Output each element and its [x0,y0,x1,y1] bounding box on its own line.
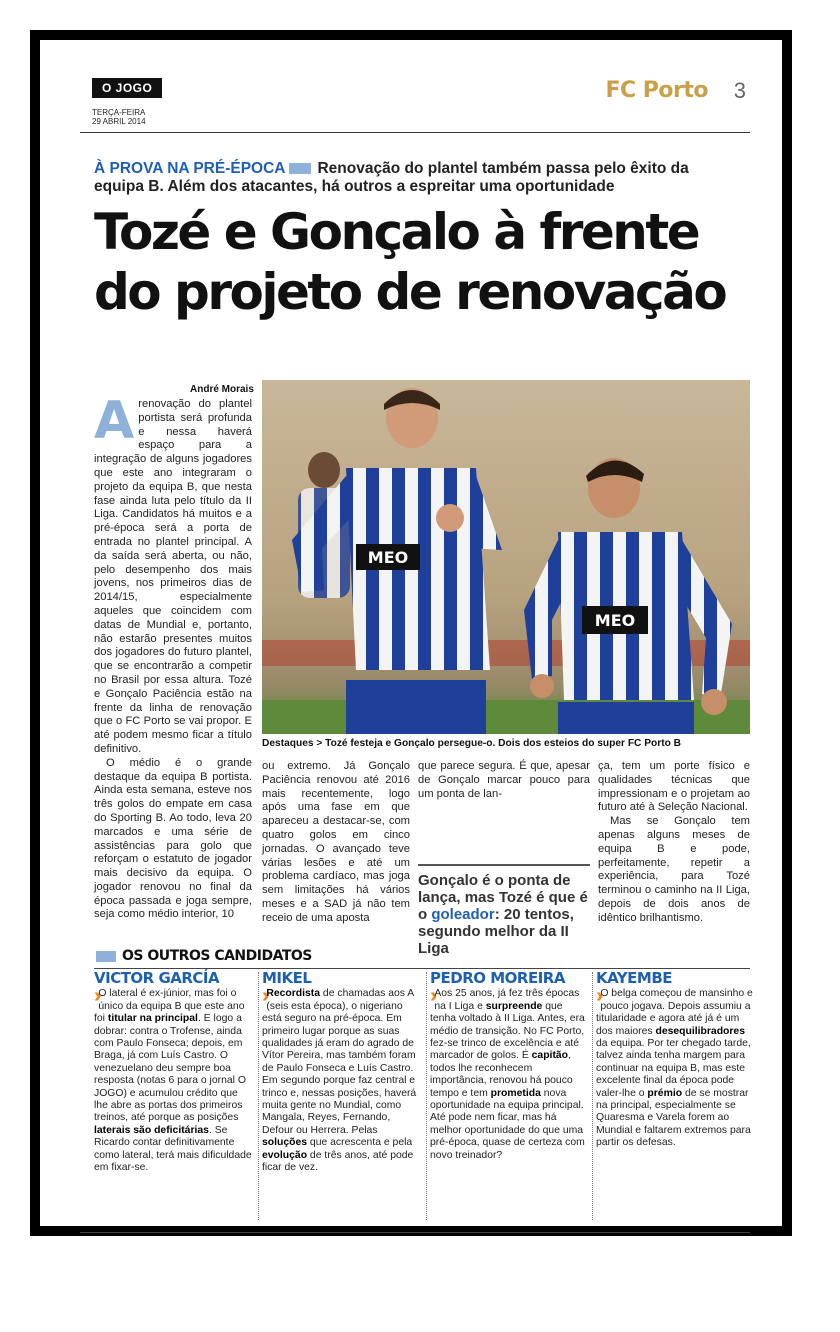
lead-kicker: À PROVA NA PRÉ-ÉPOCA [94,160,286,177]
bottom-rule [80,1232,750,1233]
candidate-text: de se mostrar na principal, especialmente se Quaresma e Varela forem ao Mundial e faltarem extremos para partir os defesas. [596,1087,751,1149]
candidate-highlight: prometida [490,1087,541,1099]
candidate-highlight: desequilibradores [655,1025,745,1037]
newspaper-logo: O JOGO [92,78,162,98]
page-number: 3 [733,78,746,103]
candidate-highlight: titular na principal [107,1013,198,1025]
candidate-highlight: Recordista [266,988,321,1000]
issue-date [92,108,146,126]
double-chevron-icon: ›› [262,985,264,1008]
lead-text [94,160,734,196]
candidate-text: , todos lhe reconhecem importância, renovou há pouco tempo e tem [430,1050,573,1099]
article-paragraph: O médio é o grande destaque da equipa B portista. Ainda esta semana, esteve nos três golos do empate em casa do Sporting B. Ao todo, leva 20 marcados e uma série de assistências para golo que reforçam o estatuto de jogador mais decisivo da equipa. O jogador renovou no final da época passada e joga sempre, seja como médio interior, 10 [94,756,252,921]
candidate-name: VICTOR GARCÍA [94,969,220,987]
column-divider [258,972,259,1220]
candidate-text: de três anos, até pode ficar de vez. [262,1149,414,1174]
candidates-header [94,946,750,969]
article-paragraph: renovação do plantel portista será profunda e nessa haverá espaço para a integração de alguns jogadores que este ano integraram o projeto da equipa B, que nesta fase ainda luta pelo título da II Liga. Candidatos há muitos e a pré-época será a porta de entrada no plantel principal. A da saída será aberta, ou não, pelo desempenho dos mais jovens, nos primeiros dias de 2014/15, especialmente aqueles que coincidem com datas de Mundial e, portanto, não estarão presentes muitos dos jogadores do futuro plantel, que se encontrarão a competir no Brasil por essa altura. Tozé e Gonçalo Paciência estão na frente da linha de renovação que o FC Porto se vai propor. E até podem mesmo ficar a título definitivo. [94,398,252,755]
candidate-highlight: soluções [262,1137,308,1149]
pull-quote [418,864,590,957]
candidate-name: MIKEL [262,969,312,987]
pull-quote-text: : 20 tentos, segundo melhor da II Liga [418,906,574,957]
photo-caption: Destaques > Tozé festeja e Gonçalo persegue-o. Dois dos esteios do super FC Porto B [262,738,682,749]
candidate-name: PEDRO MOREIRA [430,969,565,987]
double-chevron-icon: ›› [430,985,432,1008]
column-divider [592,972,593,1220]
square-marker-icon [289,163,311,174]
candidate-victor-garcia [94,969,252,1175]
candidate-text: O lateral é ex-júnior, mas foi o único da equipa B que este ano foi [94,988,245,1025]
candidate-text: O belga começou de mansinho e pouco jogava. Depois assumiu a titularidade e agora até já é um dos maiores [596,988,753,1037]
stadium-photo-illustration [262,380,750,734]
dropcap-letter: A [94,391,135,451]
candidate-pedro-moreira [430,969,588,1162]
article-paragraph: que parece segura. É que, apesar de Gonçalo marcar pouco para um ponta de lan- [418,760,590,800]
players-photo [262,380,750,734]
newspaper-page [80,74,753,1174]
article-column-2 [262,760,410,926]
candidate-text: da equipa. Por ter chegado tarde, talvez ainda tenha margem para continuar na equipa B, mas este excelente final da época pode valer-lhe o [596,1038,751,1099]
issue-day: TERÇA-FEIRA [92,108,146,117]
article-column-1 [94,382,252,922]
article-paragraph: ça, tem um porte físico e qualidades técnicas que impressionam e o projetam ao futuro até à Seleção Nacional. [598,760,750,814]
candidate-text: que acrescenta e pela [307,1137,413,1149]
candidate-text: nova oportunidade na equipa principal. Até pode nem ficar, mas há melhor oportunidade do que uma pré-época, quase de certeza com novo treinador? [430,1087,585,1161]
section-title: FC Porto [605,78,708,103]
article-paragraph: Mas se Gonçalo tem apenas alguns meses de equipa B e pode, perfeitamente, repetir a experiência, para Tozé terminou o caminho na II Liga, depois de dois anos de idêntico brilhantismo. [598,815,750,924]
candidate-text: . Se Ricardo contar definitivamente como lateral, terá mais dificuldade em fixar-se. [94,1124,252,1174]
page-frame [30,30,792,1236]
candidate-highlight: surpreende [485,1000,543,1012]
square-marker-icon [96,951,116,962]
candidate-name: KAYEMBE [596,969,673,987]
double-chevron-icon: ›› [94,985,96,1008]
double-chevron-icon: ›› [596,985,598,1008]
candidate-kayembe [596,969,754,1150]
candidate-highlight: evolução [262,1149,308,1161]
article-paragraph: ou extremo. Já Gonçalo Paciência renovou até 2016 mais recentemente, logo após uma fase em que apareceu a destacar-se, com quatro golos em cinco jornadas. O avançado teve várias lesões e até um problema cardíaco, mas joga sem limitações há vários meses e a SAD já não tem receio de uma aposta [262,760,410,924]
candidate-highlight: prémio [647,1087,683,1099]
page-header [80,74,750,133]
candidate-highlight: capitão [531,1050,569,1062]
article-column-4 [598,760,750,926]
lead-summary: Renovação do plantel também passa pelo êxito da equipa B. Além dos atacantes, há outros a espreitar uma oportunidade [94,160,689,195]
candidate-mikel [262,969,420,1175]
candidate-highlight: laterais são deficitárias [94,1124,209,1136]
candidate-text: que tenha voltado à II Liga. Antes, era médio de transição. No FC Porto, fez-se trinco de excelência e até marcador de golos. É [430,1000,585,1062]
candidate-text: de chamadas aos A (seis esta época), o nigeriano está seguro na pré-época. Em primeiro lugar porque as suas qualidades já eram do agrado de Vítor Pereira, mas também foram de Paulo Fonseca e Luís Castro. Em segundo porque faz central e trinco e, nessas posições, haverá muita gente no Mundial, como Mangala, Reyes, Fernando, Defour ou Herrera. Pelas [262,988,417,1136]
column-divider [426,972,427,1220]
pull-quote-text: Gonçalo é o ponta de lança, mas Tozé é que é o [418,872,588,923]
candidate-text: . E logo a dobrar: contra o Trofense, ainda com Paulo Fonseca; depois, em Braga, já com Luís Castro. O venezuelano deu sempre boa resposta (notas 6 para o jornal O JOGO) e acumulou crédito que lhe abre as portas dos primeiros treinos, até porque as posições [94,1013,246,1124]
author-byline: André Morais [190,384,254,395]
candidate-text: Aos 25 anos, já fez três épocas na I Liga e [434,988,580,1012]
article-column-3 [418,760,590,801]
pull-quote-highlight: goleador [431,906,495,923]
jersey-sponsor-2: MEO [594,611,636,630]
jersey-sponsor-1: MEO [367,548,409,567]
issue-date-value: 29 ABRIL 2014 [92,117,146,126]
headline: Tozé e Gonçalo à frente do projeto de renovação [94,203,726,321]
candidates-title: OS OUTROS CANDIDATOS [122,948,312,964]
